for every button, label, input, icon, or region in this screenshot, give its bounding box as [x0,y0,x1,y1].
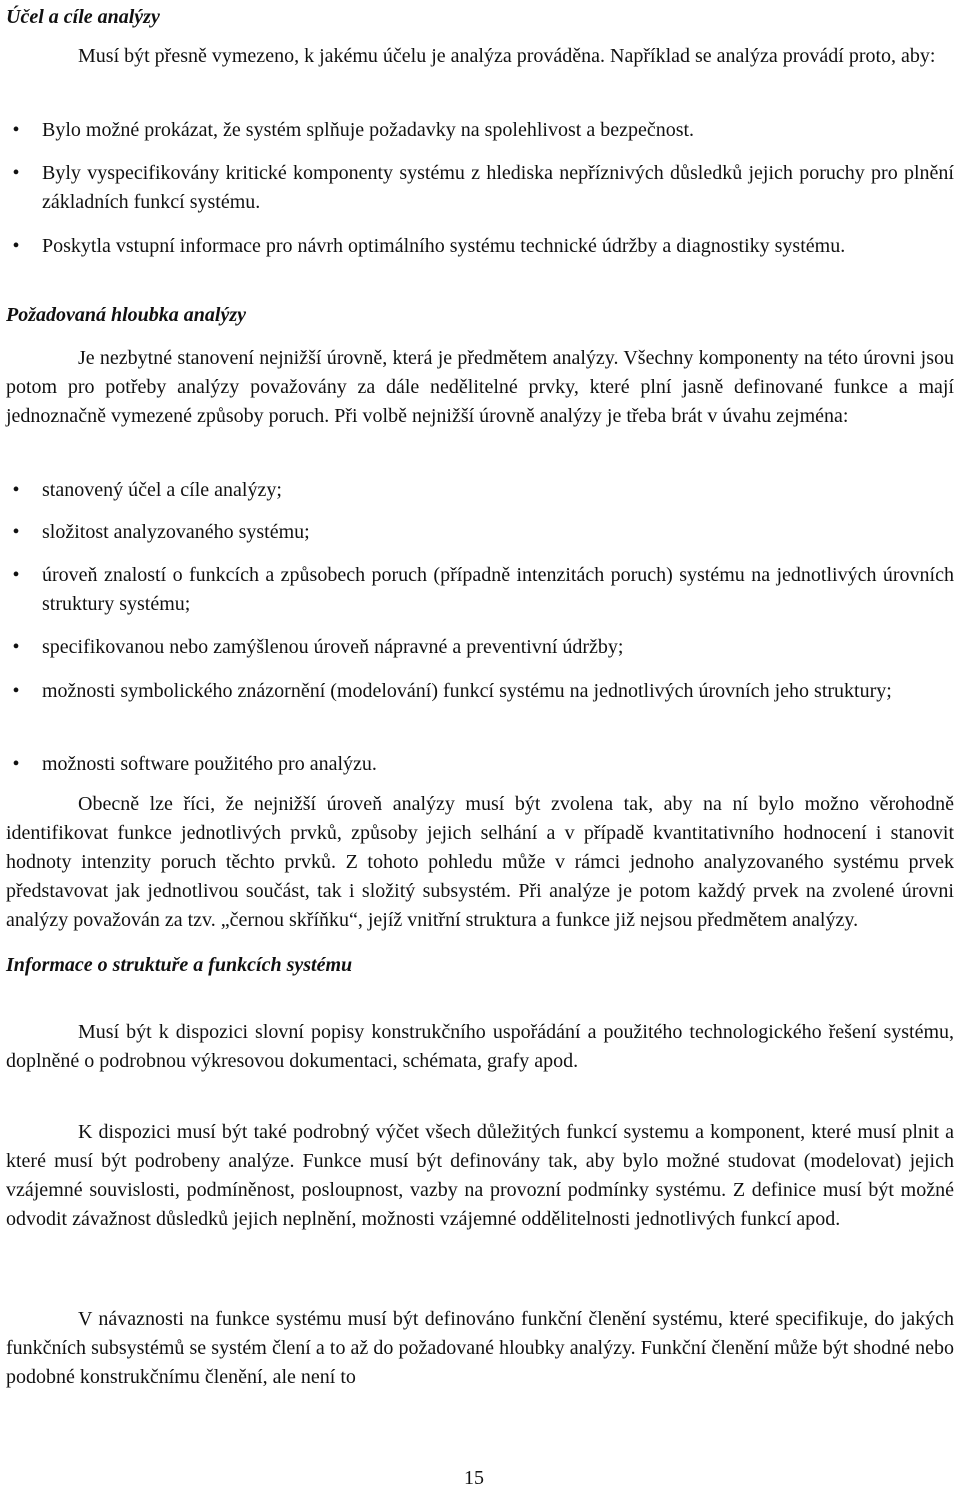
bullet-icon: • [12,119,20,141]
list-item [6,677,954,706]
bullet-icon: • [12,753,20,775]
paragraph-depth-intro: Je nezbytné stanovení nejnižší úrovně, která je předmětem analýzy. Všechny komponenty na této úrovni jsou potom pro potřeby analýzy považovány za dále nedělitelné prvky, které plní jasně definované funkce a mají jednoznačně vymezené způsoby poruch. Při volbě nejnižší úrovně analýzy je třeba brát v úvahu zejména: [6,347,954,427]
list-item [6,561,954,619]
bullet-icon: • [12,564,20,586]
list-item [6,159,954,217]
list-item [6,476,954,505]
bullet-icon: • [12,235,20,257]
section-heading-structure: Informace o struktuře a funkcích systému [6,954,353,976]
section-heading-purpose: Účel a cíle analýzy [6,6,160,28]
list-item-text: Poskytla vstupní informace pro návrh optimálního systému technické údržby a diagnostiky systému. [42,235,846,257]
paragraph-structure-2: K dispozici musí být také podrobný výčet všech důležitých funkcí systemu a komponent, které musí plnit a které musí být podrobeny analýze. Funkce musí být definovány tak, aby bylo možné studovat (modelovat) jejich vzájemné souvislosti, podmíněnost, posloupnost, vazby na provozní podmínky systému. Z definice musí být možné odvodit závažnost důsledků jejich neplnění, možnosti vzájemné oddělitelnosti jednotlivých funkcí apod. [6,1121,954,1230]
list-item-text: stanovený účel a cíle analýzy; [42,479,282,501]
paragraph-structure-1: Musí být k dispozici slovní popisy konstrukčního uspořádání a použitého technologického řešení systému, doplněné o podrobnou výkresovou dokumentaci, schémata, grafy apod. [6,1021,954,1072]
bullet-icon: • [12,521,20,543]
list-item-text: možnosti software použitého pro analýzu. [42,753,377,775]
section-heading-depth: Požadovaná hloubka analýzy [6,304,247,326]
list-item-text: Byly vyspecifikovány kritické komponenty systému z hlediska nepříznivých důsledků jejich poruchy pro plnění základních funkcí systému. [42,162,954,213]
page-number: 15 [464,1467,484,1489]
bullet-icon: • [12,636,20,658]
list-item [6,232,954,261]
list-item [6,750,954,779]
bullet-icon: • [12,680,20,702]
bullet-icon: • [12,162,20,184]
list-item [6,518,954,547]
list-item [6,633,954,662]
list-item-text: úroveň znalostí o funkcích a způsobech poruch (případně intenzitách poruch) systému na jednotlivých úrovních struktury systému; [42,564,954,615]
list-item-text: možnosti symbolického znázornění (modelování) funkcí systému na jednotlivých úrovních jeho struktury; [42,680,892,702]
paragraph-depth-closing: Obecně lze říci, že nejnižší úroveň analýzy musí být zvolena tak, aby na ní bylo možno věrohodně identifikovat funkce jednotlivých prvků, způsoby jejich selhání a v případě kvantitativního hodnocení i stanovit hodnoty intenzity poruch těchto prvků. Z tohoto pohledu může v rámci jednoho analyzovaného systému prvek představovat jak jednotlivou součást, tak i složitý subsystém. Při analýze je potom každý prvek na zvolené úrovni analýzy považován za tzv. „černou skříňku“, jejíž vnitřní struktura a funkce již nejsou předmětem analýzy. [6,793,954,931]
list-item [6,116,954,145]
list-item-text: složitost analyzovaného systému; [42,521,310,543]
paragraph-purpose-intro: Musí být přesně vymezeno, k jakému účelu je analýza prováděna. Například se analýza provádí proto, aby: [78,45,936,67]
paragraph-structure-3: V návaznosti na funkce systému musí být definováno funkční členění systému, které specifikuje, do jakých funkčních subsystémů se systém člení a to až do požadované hloubky analýzy. Funkční členění může být shodné nebo podobné konstrukčnímu členění, ale není to [6,1308,954,1388]
list-item-text: Bylo možné prokázat, že systém splňuje požadavky na spolehlivost a bezpečnost. [42,119,695,141]
bullet-icon: • [12,479,20,501]
list-item-text: specifikovanou nebo zamýšlenou úroveň nápravné a preventivní údržby; [42,636,624,658]
